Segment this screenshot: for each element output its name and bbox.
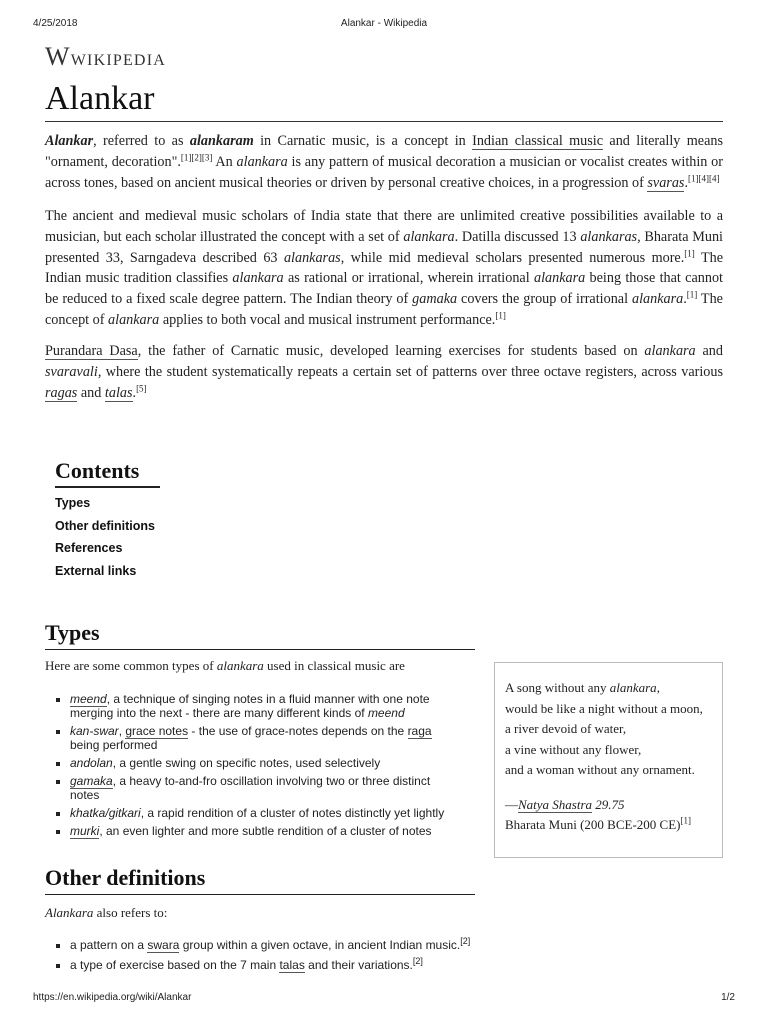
citation[interactable]: [1][2][3]	[180, 152, 213, 163]
link-purandara-dasa[interactable]: Purandara Dasa	[45, 343, 138, 359]
quote-line: would be like a night without a moon,	[505, 700, 703, 716]
types-list	[52, 692, 462, 842]
list-item: a pattern on a swara group within a given octave, in ancient Indian music.[2]	[52, 938, 552, 952]
quote-attribution: —Natya Shastra 29.75	[505, 796, 625, 812]
link-indian-classical-music[interactable]: Indian classical music	[472, 133, 604, 149]
intro-paragraph-3: Purandara Dasa, the father of Carnatic music, developed learning exercises for students based on alankara and svaravali, where the student systematically repeats a certain set of patterns over three octave registers, across various ragas and talas.[5]	[45, 343, 723, 401]
link-talas[interactable]: talas	[104, 384, 133, 401]
quote-line: and a woman without any ornament.	[505, 762, 695, 777]
types-intro: Here are some common types of alankara used in classical music are	[45, 658, 405, 673]
toc-item-types[interactable]: Types	[55, 496, 91, 510]
link-murki[interactable]: murki	[70, 824, 100, 838]
link-swara[interactable]: swara	[147, 938, 180, 952]
page-title: Alankar	[45, 80, 723, 122]
link-grace-notes[interactable]: grace notes	[125, 724, 189, 738]
quote-box	[494, 662, 723, 858]
print-url: https://en.wikipedia.org/wiki/Alankar	[33, 992, 192, 1003]
list-item: murki, an even lighter and more subtle rendition of a cluster of notes	[52, 824, 462, 838]
intro-paragraph-1: Alankar, referred to as alankaram in Carnatic music, is a concept in Indian classical music and literally means "ornament, decoration".[1][2][3] An alankara is any pattern of musical decoration a musician or vocalist creates within or across tones, based on ancient musical theories or driven by personal creative choices, in a progression of svaras.[1][4][4]	[45, 133, 723, 191]
link-svaras[interactable]: svaras	[647, 174, 685, 191]
intro-paragraph-2: The ancient and medieval music scholars of India state that there are unlimited creative possibilities available to a musician, but each scholar illustrated the concept with a set of alankara. Datilla discussed 13 alankaras, Bharata Muni presented 33, Sarngadeva described 63 alankaras, while mid medieval scholars presented numerous more.[1] The Indian music tradition classifies alankara as rational or irrational, wherein irrational alankara being those that cannot be reduced to a fixed scale degree pattern. The Indian theory of gamaka covers the group of irrational alankara.[1] The concept of alankara applies to both vocal and musical instrument performance.[1]	[45, 208, 724, 328]
citation[interactable]: [2]	[460, 936, 471, 946]
quote-line: a river devoid of water,	[505, 721, 627, 736]
link-meend[interactable]: meend	[70, 692, 107, 706]
print-title: Alankar - Wikipedia	[340, 18, 428, 29]
link-gamaka[interactable]: gamaka	[70, 774, 113, 788]
section-heading-other-definitions: Other definitions	[45, 865, 475, 895]
print-page-number: 1/2	[721, 992, 735, 1003]
citation[interactable]: [1]	[680, 815, 691, 826]
toc-title: Contents	[55, 458, 160, 488]
list-item: a type of exercise based on the 7 main talas and their variations.[2]	[52, 958, 552, 972]
wikipedia-wordmark[interactable]: Wwikipedia	[45, 42, 166, 71]
citation[interactable]: [1]	[684, 247, 695, 258]
citation[interactable]: [1]	[495, 310, 506, 321]
list-item: meend, a technique of singing notes in a fluid manner with one note merging into the next - there are many different kinds of meend	[52, 692, 462, 720]
link-natya-shastra[interactable]: Natya Shastra	[518, 796, 593, 812]
quote-line: a vine without any flower,	[505, 741, 642, 757]
section-heading-types: Types	[45, 620, 475, 650]
other-definitions-intro: Alankara also refers to:	[45, 905, 168, 920]
quote-line: A song without any alankara,	[505, 680, 660, 695]
wordmark-text: wikipedia	[70, 45, 166, 70]
list-item: gamaka, a heavy to-and-fro oscillation involving two or three distinct notes	[52, 774, 462, 802]
toc-item-other-definitions[interactable]: Other definitions	[55, 518, 155, 533]
link-ragas[interactable]: ragas	[45, 384, 78, 401]
list-item: kan-swar, grace notes - the use of grace-notes depends on the raga being performed	[52, 724, 462, 752]
link-raga[interactable]: raga	[407, 724, 432, 738]
citation[interactable]: [1]	[686, 289, 698, 300]
list-item: andolan, a gentle swing on specific notes, used selectively	[52, 756, 462, 770]
citation[interactable]: [2]	[412, 956, 423, 966]
quote-author: Bharata Muni (200 BCE-200 CE)[1]	[505, 815, 691, 832]
other-definitions-list	[52, 938, 552, 976]
print-date: 4/25/2018	[33, 18, 78, 29]
list-item: khatka/gitkari, a rapid rendition of a cluster of notes distinctly yet lightly	[52, 806, 462, 820]
citation[interactable]: [1][4][4]	[688, 172, 720, 183]
citation[interactable]: [5]	[136, 382, 147, 393]
toc-item-external-links[interactable]: External links	[55, 563, 137, 578]
link-talas-2[interactable]: talas	[279, 958, 305, 972]
table-of-contents	[55, 494, 155, 584]
toc-item-references[interactable]: References	[55, 541, 123, 556]
